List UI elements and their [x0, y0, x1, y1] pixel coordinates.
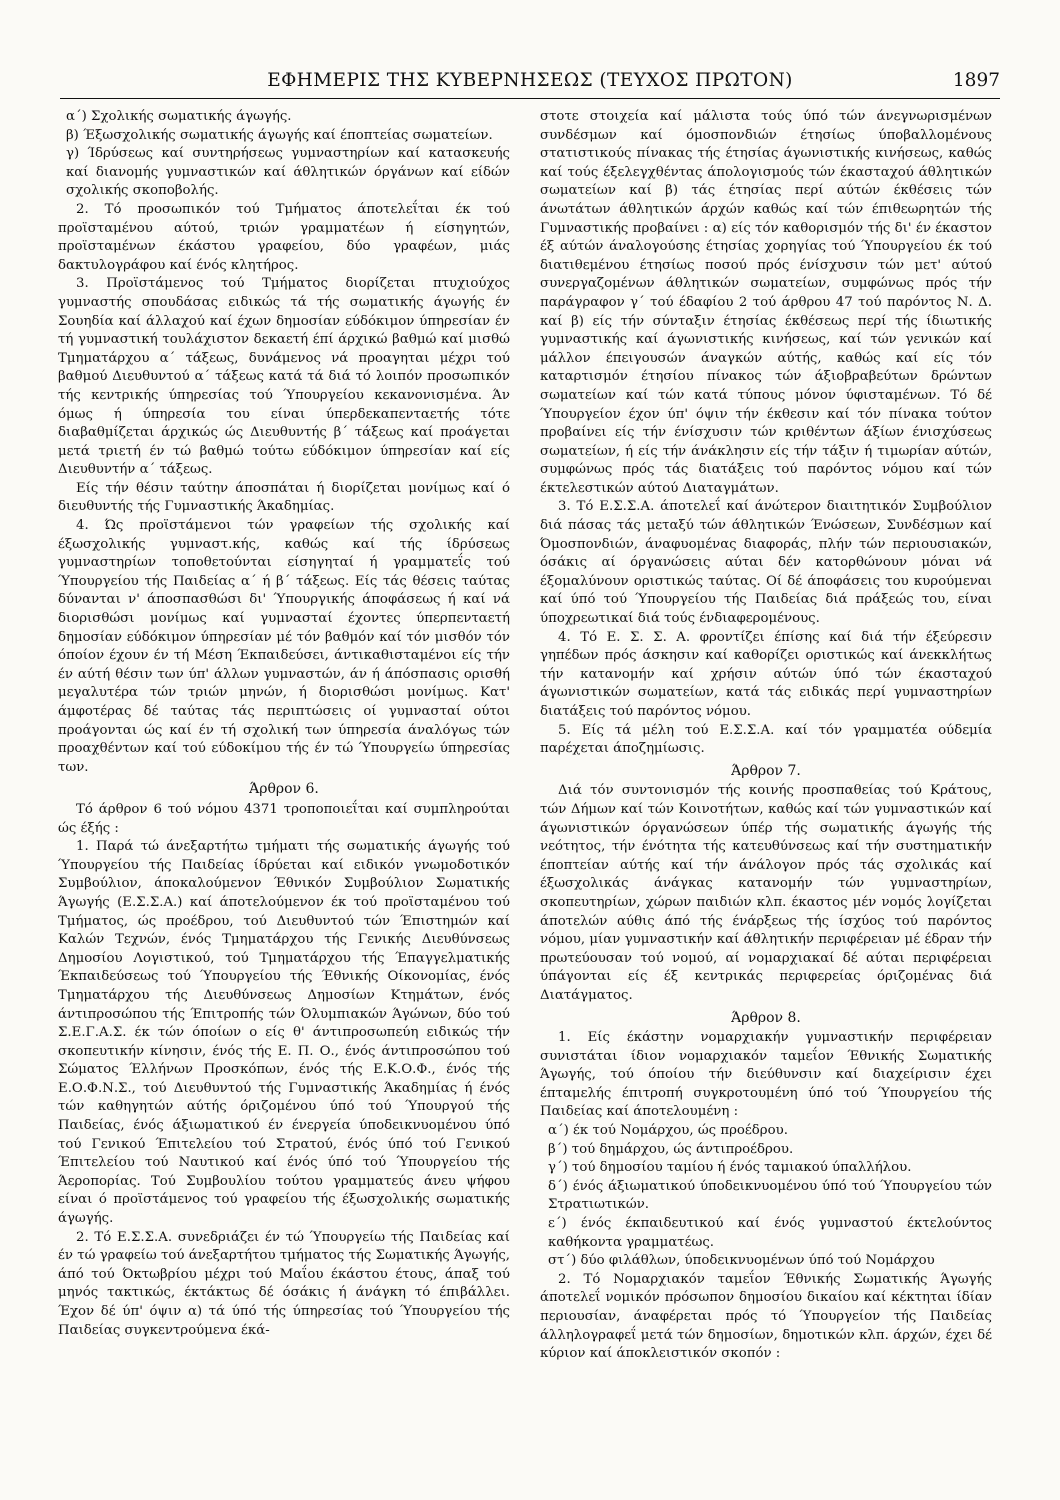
paragraph: 2. Τό Ε.Σ.Σ.Α. συνεδριάζει έν τώ Ύπουργείω τής Παιδείας καί έν τώ γραφείω τού άνεξαρτήτου τμήματος τής Σωματικής Άγωγής, άπό τού Όκτωβρίου μέχρι τού Μαΐου έκάστου έτους, άπαξ τού μηνός τακτικώς, έκτάκτως δέ όσάκις ή άνάγκη τό έπιβάλλει. Έχον δέ ύπ' όψιν α) τά ύπό τής ύπηρεσίας τού Ύπουργείου τής Παιδείας συγκεντρούμενα έκά- [58, 1229, 510, 1338]
list-item: α΄) έκ τού Νομάρχου, ώς προέδρου. [548, 1123, 788, 1139]
list-item: δ΄) ένός άξιωματικού ύποδεικνυομένου ύπό τού Ύπουργείου τών Στρατιωτικών. [548, 1178, 992, 1213]
list-item: ε΄) ένός έκπαιδευτικού καί ένός γυμναστού έκτελούντος καθήκοντα γραμματέως. [548, 1216, 992, 1250]
article-heading: Άρθρον 7. [731, 762, 801, 779]
list-item: β΄) τού δημάρχου, ώς άντιπροέδρου. [548, 1141, 794, 1157]
paragraph: 1. Είς έκάστην νομαρχιακήν γυμναστικήν περιφέρειαν συνιστάται ίδιον νομαρχιακόν ταμεΐον Έθνικής Σωματικής Άγωγής, τού όποίου τήν διεύθυνσιν καί διαχείρισιν έχει έπταμελής έπιτροπή συγκροτουμένη ύπό τού Ύπουργείου τής Παιδείας καί άποτελουμένη : [540, 1030, 992, 1120]
paragraph: 2. Τό προσωπικόν τού Τμήματος άποτελεΐται έκ τού προϊσταμένου αύτού, τριών γραμματέων ή είσηγητών, προϊσταμένων έκάστου γραφείου, δύο γραφέων, μιάς δακτυλογράφου καί ένός κλητήρος. [58, 201, 510, 273]
article-heading: Άρθρον 8. [731, 1009, 801, 1026]
list-item: στ΄) δύο φιλάθλων, ύποδεικνυομένων ύπό τού Νομάρχου [548, 1253, 935, 1269]
paragraph: 4. Τό Ε. Σ. Σ. Α. φροντίζει έπίσης καί διά τήν έξεύρεσιν γηπέδων πρός άσκησιν καί καθορίζει οριστικώς καί άνεκκλήτως τήν κατανομήν καί χρήσιν αύτών ύπό τών έκασταχού άγωνιστικών σωματείων, κατά τάς ειδικάς περί γυμναστηρίων διατάξεις τού παρόντος νόμου. [540, 629, 992, 719]
page-header [60, 68, 1000, 99]
right-column [540, 108, 992, 1364]
paragraph: 5. Είς τά μέλη τού Ε.Σ.Σ.Α. καί τόν γραμματέα ούδεμία παρέχεται άποζημίωσις. [540, 722, 992, 757]
paragraph: 3. Τό Ε.Σ.Σ.Α. άποτελεΐ καί άνώτερον διαιτητικόν Συμβούλιον διά πάσας τάς μεταξύ τών άθλητικών Ένώσεων, Συνδέσμων καί Όμοσπονδιών, άναφυομένας διαφοράς, πλήν τών περιουσιακών, όσάκις αί όργανώσεις αύται δέν κατορθώνουν μόναι νά έξομαλύνουν οριστικώς ταύτας. Οί δέ άποφάσεις του κυρούμεναι καί ύπό τού Ύπουργείου τής Παιδείας διά πράξεώς του, είναι ύποχρεωτικαί διά τούς ένδιαφερομένους. [540, 499, 992, 627]
paragraph: Διά τόν συντονισμόν τής κοινής προσπαθείας τού Κράτους, τών Δήμων καί τών Κοινοτήτων, καθώς καί τών γυμναστικών καί άγωνιστικών όργανώσεων ύπέρ τής σωματικής άγωγής τής νεότητος, τήν ένότητα τής κατευθύνσεως καί τήν συστηματικήν έποπτείαν αύτής καί τήν άνάλογον πρός τάς σχολικάς καί έξωσχολικάς άνάγκας κατανομήν τών γυμναστηρίων, σκοπευτηρίων, χώρων παιδιών κλπ. έκαστος μέν νομός λογίζεται άποτελών αύθις άπό τής ένάρξεως τής ίσχύος τού παρόντος νόμου, μίαν γυμναστικήν καί άθλητικήν περιφέρειαν μέ έδραν τήν πρωτεύουσαν τού νομού, αί νομαρχιακαί δέ αύται περιφέρειαι ύπάγονται είς έξ κεντρικάς περιφερείας όριζομένας διά Διατάγματος. [540, 783, 992, 1003]
page-number: 1897 [952, 70, 1000, 91]
article-heading: Άρθρον 6. [249, 781, 319, 798]
list-item: β) Έξωσχολικής σωματικής άγωγής καί έποπτείας σωματείων. [66, 127, 493, 143]
paragraph: Τό άρθρον 6 τού νόμου 4371 τροποποιεΐται καί συμπληρούται ώς έξής : [58, 801, 510, 836]
list-item: γ) Ίδρύσεως καί συντηρήσεως γυμναστηρίων καί κατασκευής καί διανομής γυμναστικών καί άθλητικών όργάνων καί είδών σχολικής σκοποβολής. [66, 146, 510, 199]
paragraph: 2. Τό Νομαρχιακόν ταμεΐον Έθνικής Σωματικής Άγωγής άποτελεΐ νομικόν πρόσωπον δημοσίου δικαίου καί κέκτηται ίδίαν περιουσίαν, άναφέρεται πρός τό Ύπουργείον τής Παιδείας άλληλογραφεΐ μετά τών δημοσίων, δημοτικών κλπ. άρχών, έχει δέ κύριον καί άποκλειστικόν σκοπόν : [540, 1271, 992, 1362]
paragraph: 4. Ώς προϊστάμενοι τών γραφείων τής σχολικής καί έξωσχολικής γυμναστ.κής, καθώς καί τής ίδρύσεως γυμναστηρίων τοποθετούνται είσηγηταί ή γραμματεΐς τού Ύπουργείου τής Παιδείας α΄ ή β΄ τάξεως. Είς τάς θέσεις ταύτας δύνανται ν' άποσπασθώσι δι' Ύπουργικής άποφάσεως ή καί νά διορισθώσι μονίμως καί γυμνασταί έχοντες ύπερπενταετή δημοσίαν εύδόκιμον ύπηρεσίαν μέ τόν βαθμόν καί τόν μισθόν τόν όποίον έχουν έν τή Μέση Έκπαιδεύσει, άντικαθισταμένοι είς τήν έν αύτή θέσιν των ύπ' άλλων γυμναστών, άν ή άπόσπασις ορισθή μεγαλυτέρα τών τριών μηνών, ή διορισθώσι μονίμως. Κατ' άμφοτέρας δέ ταύτας τάς περιπτώσεις οί γυμνασταί ούτοι προάγονται ώς καί έν τή σχολική των ύπηρεσία άναλόγως τών προαχθέντων καί τού εύδοκίμου τής έν τώ Ύπουργείω ύπηρεσίας των. [58, 518, 510, 775]
list-item: γ΄) τού δημοσίου ταμίου ή ένός ταμιακού ύπαλλήλου. [548, 1160, 912, 1176]
paragraph: 1. Παρά τώ άνεξαρτήτω τμήματι τής σωματικής άγωγής τού Ύπουργείου τής Παιδείας ίδρύεται καί ειδικόν γνωμοδοτικόν Συμβούλιον, άποκαλούμενον Έθνικόν Συμβούλιον Σωματικής Άγωγής (Ε.Σ.Σ.Α.) καί άποτελούμενον έκ τού προϊσταμένου τού Τμήματος, ώς προέδρου, τού Διευθυντού τών Έπιστημών καί Καλών Τεχνών, ένός Τμηματάρχου τής Γενικής Διευθύνσεως Δημοσίου Λογιστικού, τού Τμηματάρχου τής Έπαγγελματικής Έκπαιδεύσεως τού Ύπουργείου τής Έθνικής Οίκονομίας, ένός Τμηματάρχου τής Διευθύνσεως Δημοσίων Κτημάτων, ένός άντιπροσώπου τής Έπιτροπής τών Όλυμπιακών Άγώνων, δύο τού Σ.Ε.Γ.Α.Σ. έκ τών όποίων ο είς θ' άντιπροσωπεύη ειδικώς τήν σκοπευτικήν κίνησιν, ένός τής Ε. Π. Ο., ένός άντιπροσώπου τού Σώματος Έλλήνων Προσκόπων, ένός τής Ε.Κ.Ο.Φ., ένός τής Ε.Ο.Φ.Ν.Σ., τού Διευθυντού τής Γυμναστικής Άκαδημίας ή ένός τών καθηγητών αύτής όριζομένου ύπό τού Ύπουργού τής Παιδείας, ένός άξιωματικού έν ένεργεία ύποδεικνυομένου ύπό τού Γενικού Έπιτελείου τού Στρατού, ένός ύπό τού Γενικού Έπιτελείου τού Ναυτικού καί ένός ύπό τού Ύπουργείου τής Άεροπορίας. Τού Συμβουλίου τούτου γραμματεύς άνευ ψήφου είναι ό προϊστάμενος τού γραφείου τής έξωσχολικής σωματικής άγωγής. [58, 839, 510, 1227]
left-column [58, 108, 510, 1340]
paragraph: στοτε στοιχεία καί μάλιστα τούς ύπό τών άνεγνωρισμένων συνδέσμων καί όμοσπονδιών έτησίως ύποβαλλομένους στατιστικούς πίνακας τής έτησίας άγωνιστικής κινήσεως, καθώς καί τούς έξελεγχθέντας άπολογισμούς τών έκασταχού άθλητικών σωματείων καί β) τάς έτησίας περί αύτών έκθέσεις τών άνωτάτων άθλητικών άρχών καθώς καί τών έπιθεωρητών τής Γυμναστικής προβαίνει : α) είς τόν καθορισμόν τής δι' έν έκαστον έξ αύτών άναλογούσης έτησίας χορηγίας τού Ύπουργείου έκ τού διατιθεμένου έτησίως ποσού πρός ένίσχυσιν τών μετ' αύτού συνεργαζομένων άθλητικών σωματείων, συμφώνως πρός τήν παράγραφον γ΄ τού έδαφίου 2 τού άρθρου 47 τού παρόντος Ν. Δ. καί β) είς τήν σύνταξιν έτησίας έκθέσεως περί τής ίδιωτικής γυμναστικής καί άγωνιστικής κινήσεως, καί τών γενικών καί μάλλον έπειγουσών άναγκών αύτής, καθώς καί είς τόν καταρτισμόν έτησίου πίνακος τών άξιοβραβεύτων δρώντων σωματείων καί τών κατά τύπους μόνον ύφισταμένων. Τό δέ Ύπουργείον έχον ύπ' όψιν τήν έκθεσιν καί τόν πίνακα τούτον προβαίνει είς τήν ένίσχυσιν τών κριθέντων άξίων ένισχύσεως σωματείων, ή είς τήν άνάκλησιν είς τήν τάξιν ή τιμωρίαν αύτών, συμφώνως πρός τάς διατάξεις τού παρόντος νόμου καί τών έκτελεστικών αύτού Διαταγμάτων. [540, 109, 992, 496]
paragraph: 3. Προϊστάμενος τού Τμήματος διορίζεται πτυχιούχος γυμναστής σπουδάσας ειδικώς τά τής σωματικής άγωγής έν Σουηδία καί άλλαχού καί έχων δημοσίαν εύδόκιμον ύπηρεσίαν έν τή γυμναστική τουλάχιστον δεκαετή έπί άρχικώ βαθμώ καί μισθώ Τμηματάρχου α΄ τάξεως, δυνάμενος νά προαγηται μέχρι τού βαθμού Διευθυντού α΄ τάξεως κατά τά διά τό λοιπόν προσωπικόν τής κεντρικής ύπηρεσίας τού Ύπουργείου κεκανονισμένα. Άν όμως ή ύπηρεσία του είναι ύπερδεκαπενταετής τότε διαβαθμίζεται άρχικώς ώς Διευθυντής β΄ τάξεως καί προάγεται μετά τριετή έν τώ βαθμώ τούτω εύδόκιμον ύπηρεσίαν καί είς Διευθυντήν α΄ τάξεως. [58, 276, 510, 478]
gazette-title: ΕΦΗΜΕΡΙΣ ΤΗΣ ΚΥΒΕΡΝΗΣΕΩΣ (ΤΕΥΧΟΣ ΠΡΩΤΟΝ) [267, 70, 793, 91]
paragraph: Είς τήν θέσιν ταύτην άποσπάται ή διορίζεται μονίμως καί ό διευθυντής τής Γυμναστικής Άκαδημίας. [58, 480, 510, 515]
list-item: α΄) Σχολικής σωματικής άγωγής. [66, 109, 292, 124]
